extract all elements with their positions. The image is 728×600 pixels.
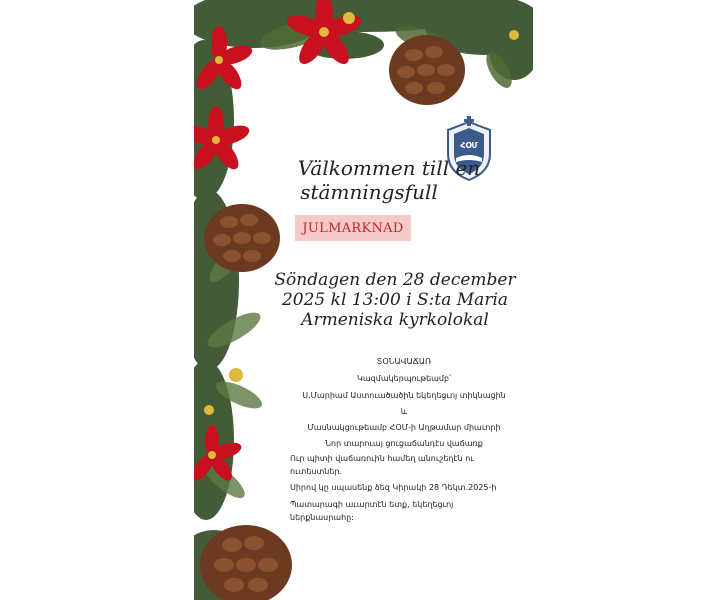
event-poster	[194, 0, 533, 600]
svg-text:ՀՕՄ: ՀՕՄ	[460, 141, 478, 150]
armenian-line-5: Նոր տարուայ ցուցաճանդէս վաճառք	[325, 439, 483, 448]
welcome-line-2: stämningsfull	[300, 180, 438, 204]
event-name: JULMARKNAD	[302, 220, 404, 236]
armenian-line-7: Սիրով կը սպասենք ձեզ Կիրակի 28 Դեկտ.2025-ի	[290, 483, 497, 492]
armenian-line-6b: ուտեստներ.	[290, 467, 343, 476]
date-line-3: Armeniska kyrkolokal	[301, 310, 489, 330]
armenian-heading: ՏՕՆԱՎԱՃԱՌ	[376, 357, 432, 366]
armenian-line-2: Ս.Մարիամ Աստուածածին եկեղեցւոյ տիկնացին	[302, 391, 506, 400]
armenian-line-6a: Ուր պիտի վաճառուին համեղ անուշեղէն ու	[290, 454, 474, 463]
armenian-line-1: Կազմակերպութեամբ՝	[357, 374, 451, 383]
date-line-2: 2025 kl 13:00 i S:ta Maria	[281, 290, 509, 310]
date-line-1: Söndagen den 28 december	[274, 270, 516, 290]
event-name-banner	[295, 215, 411, 241]
armenian-line-8b: ներքնասրահը:	[290, 513, 354, 522]
welcome-line-1: Välkommen till en	[297, 156, 481, 180]
armenian-line-4: Մասնակցութեամբ ՀՕՄ-ի Աղթամար միաւորի	[307, 423, 501, 432]
armenian-line-8a: Պատարագի աւարտէն ետք, եկեղեցւոյ	[290, 500, 454, 509]
armenian-line-3: և	[400, 407, 408, 416]
